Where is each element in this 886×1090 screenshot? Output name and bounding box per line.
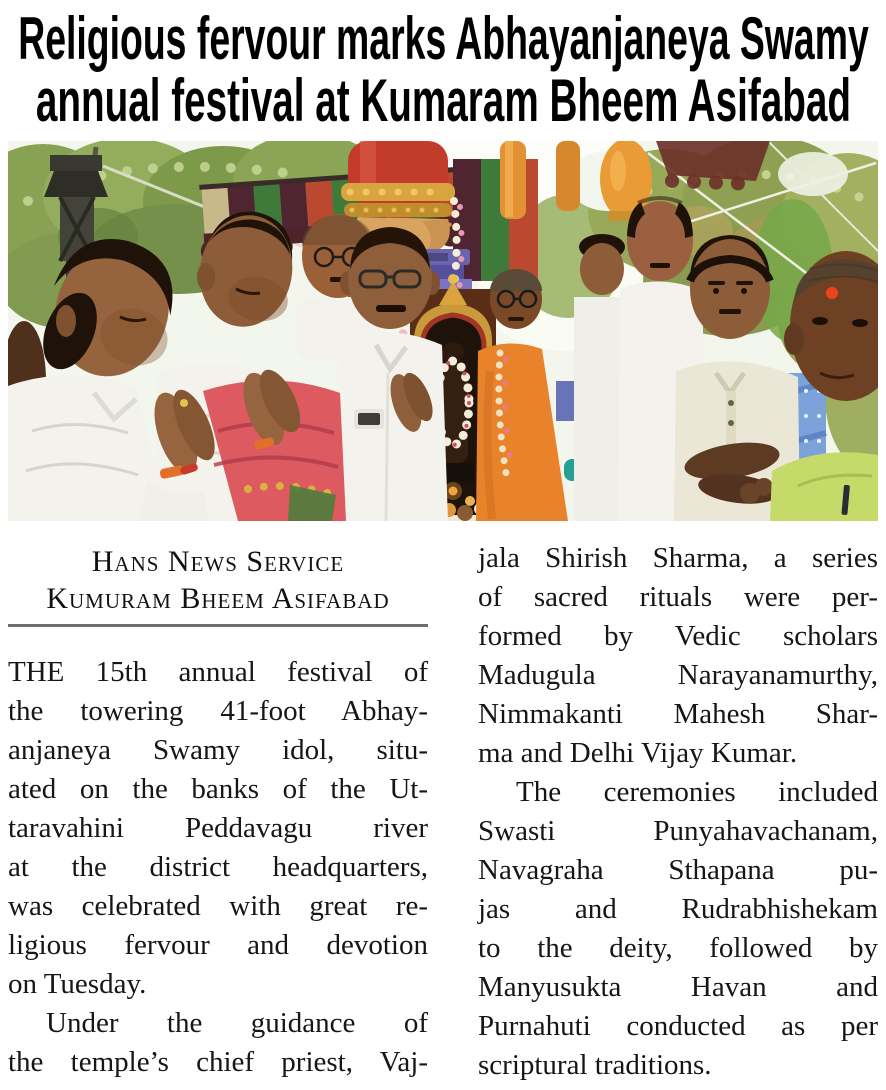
- festival-photo: [8, 141, 878, 521]
- article-line: Nimmakanti Mahesh Shar-: [478, 698, 878, 730]
- article-line: to the deity, followed by: [478, 932, 878, 964]
- article-line: was celebrated with great re-: [8, 890, 428, 922]
- article-line: Swasti Punyahavachanam,: [478, 815, 878, 847]
- article-line: at the district headquarters,: [8, 851, 428, 883]
- article-line: Purnahuti conducted as per: [478, 1010, 878, 1042]
- article-line: The ceremonies included: [516, 776, 878, 808]
- article-line: scriptural traditions.: [478, 1049, 712, 1081]
- article-line: on Tuesday.: [8, 968, 147, 1000]
- article-line: ligious fervour and devotion: [8, 929, 428, 961]
- article-column-left: [8, 535, 428, 1085]
- article-line: Navagraha Sthapana pu-: [478, 854, 878, 886]
- article-text-left: [8, 653, 428, 1082]
- article-line: of sacred rituals were per-: [478, 581, 878, 613]
- article-line: formed by Vedic scholars: [478, 620, 878, 652]
- byline-divider: [8, 624, 428, 627]
- article-line: the towering 41-foot Abhay-: [8, 695, 428, 727]
- headline-line-2: annual festival at Kumaram Bheem Asifabad: [35, 67, 851, 134]
- article-text-right: [478, 535, 878, 1085]
- article-line: anjaneya Swamy idol, situ-: [8, 734, 428, 766]
- article-line: taravahini Peddavagu river: [8, 812, 428, 844]
- headline-line-1: Religious fervour marks Abhayanjaneya Swamy: [17, 5, 869, 72]
- article-line: THE 15th annual festival of: [8, 656, 428, 688]
- article-line: Under the guidance of: [46, 1007, 428, 1039]
- orange-pillars: [500, 141, 652, 221]
- article-line: the temple’s chief priest, Vaj-: [8, 1046, 428, 1078]
- byline: [8, 535, 428, 617]
- article-line: ated on the banks of the Ut-: [8, 773, 428, 805]
- article-body: [0, 535, 886, 1085]
- devotee-glasses-moustache: [334, 227, 448, 521]
- byline-agency: Hans News Service: [91, 545, 345, 578]
- article-line: jas and Rudrabhishekam: [478, 893, 878, 925]
- article-column-right: [478, 535, 878, 1085]
- article-line: Madugula Narayanamurthy,: [478, 659, 878, 691]
- byline-place: Kumuram Bheem Asifabad: [46, 582, 390, 615]
- headline: [0, 0, 886, 132]
- article-line: Manyusukta Havan and: [478, 971, 878, 1003]
- dark-awning: [656, 141, 770, 184]
- article-line: ma and Delhi Vijay Kumar.: [478, 737, 798, 769]
- article-line: jala Shirish Sharma, a series: [478, 542, 878, 574]
